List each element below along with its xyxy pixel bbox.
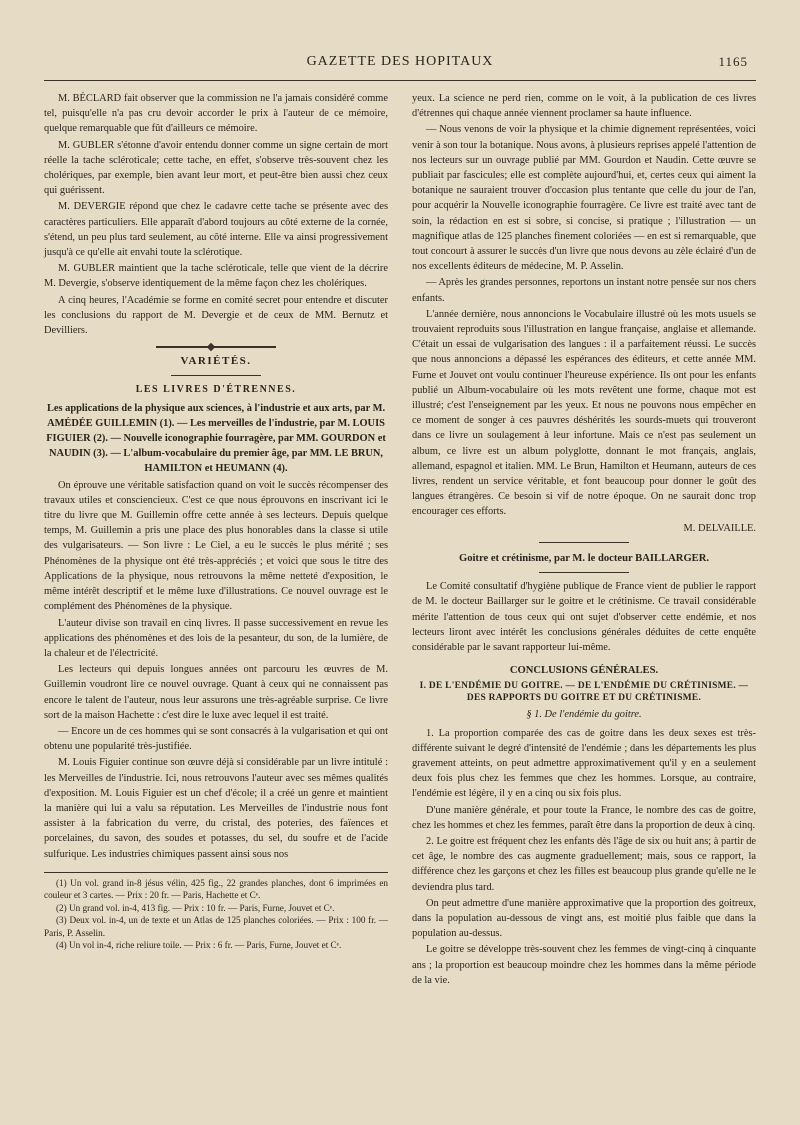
footnotes [44,877,388,952]
subsection-title: LES LIVRES D'ÉTRENNES. [135,384,297,396]
paragraph: On éprouve une véritable satisfaction quand on voit le succès récompenser des travaux utiles et consciencieux. C'est ce que nous éprouvons en inscrivant ici le titre du livre que M. Guillemin offre cette année à ses lecteurs. Depuis quelque temps, M. Guillemin a pris une place des plus honorables dans la classe si utile des vulgarisateurs. — Son livre : Le Ciel, a eu le succès le plus mérité ; ses Phénomènes de la physique ont été très-appréciés ; et voici que sous le titre des Applications de la physique, nous retrouvons la même netteté d'exposition, le même intérêt descriptif et le même luxe d'illustrations. Ce nouvel ouvrage est le complément des Phénomènes de la physique. [44,479,388,613]
footnote: (1) Un vol. grand in-8 jésus vélin, 425 fig., 22 grandes planches, dont 6 imprimées en couleur et 3 cartes. — Prix : 20 fr. — Paris, Hachette et Cᵉ. [44,877,388,901]
paragraph: Le goitre se développe très-souvent chez les femmes de vingt-cinq à cinquante ans ; la proportion est beaucoup moindre chez les hommes dans la même période de la vie. [412,944,756,986]
paragraph: M. GUBLER s'étonne d'avoir entendu donner comme un signe certain de mort réelle la tache scléroticale; cette tache, en effet, s'observe très-souvent chez les cholériques, par exemple, bien avant leur mort, et peut-être bien aussi chez ceux qui guérissent. [44,139,388,197]
left-column [44,91,388,989]
section-separator [156,346,276,348]
footnote: (4) Un vol in-4, riche reliure toile. — Prix : 6 fr. — Paris, Furne, Jouvet et Cᵉ. [56,940,342,951]
paragraph: L'auteur divise son travail en cinq livres. Il passe successivement en revue les applications des phénomènes et des lois de la pesanteur, du son, de la lumière, de la chaleur et de l'électricité. [44,617,388,659]
part-title: I. DE L'ENDÉMIE DU GOITRE. — DE L'ENDÉMIE DU CRÉTINISME. — DES RAPPORTS DU GOITRE ET DU CRÉTINISME. [419,681,749,704]
paragraph: A cinq heures, l'Académie se forme en comité secret pour entendre et discuter les conclusions du rapport de M. Devergie et de ceux de MM. Bernutz et Devilliers. [44,294,388,337]
journal-title: GAZETTE DES HOPITAUX [306,54,494,69]
paragraph: — Après les grandes personnes, reportons un instant notre pensée sur nos chers enfants. [412,277,756,304]
article-title: Goitre et crétinisme, par M. le docteur BAILLARGER. [458,552,710,564]
right-column [412,91,756,989]
paragraph: M. GUBLER maintient que la tache scléroticale, telle que vient de la décrire M. Devergie, s'observe identiquement de la même façon chez les cholériques. [44,263,388,290]
paragraph: M. DEVERGIE répond que chez le cadavre cette tache se présente avec des caractères particuliers. Elle apparaît d'abord toujours au côté externe de la cornée, s'étend, un peu plus tard seulement, au côté interne. Elle va ainsi progressivement jusqu'à ce qu'elle ait envahi toute la sclérotique. [44,201,388,259]
footnote: (3) Deux vol. in-4, un de texte et un Atlas de 125 planches coloriées. — Prix : 100 fr. — Paris, P. Asselin. [44,915,388,938]
paragraph: M. Louis Figuier continue son œuvre déjà si considérable par un livre intitulé : les Merveilles de l'industrie. Ici, nous retrouvons l'auteur avec ses mêmes qualités d'exposition. M. Louis Figuier est un chef d'école; il a créé un genre et maintient la manière qui lui a valu sa réputation. Les Merveilles de l'industrie nous font assister à la fabrication du verre, du cristal, des poteries, des faïences et porcelaines, du savon, des soudes et potasses, du sel, du soufre et de l'acide sulfurique. Les industries chimiques passent ainsi sous nos [44,757,388,860]
footnote-rule [44,872,388,873]
footnote: (2) Un grand vol. in-4, 413 fig. — Prix : 10 fr. — Paris, Furne, Jouvet et Cᵉ. [56,902,335,913]
paragraph: Les lecteurs qui depuis longues années ont parcouru les œuvres de M. Guillemin voudront lire ce nouvel ouvrage. Quant à ceux qui ne connaissent pas encore le talent de l'auteur, nous leur assurons une très-agréable surprise. Ce livre sort de la maison Hachette : c'est dire le luxe avec lequel il est traité. [44,664,388,721]
header-rule [44,80,756,81]
conclusions-title: CONCLUSIONS GÉNÉRALES. [509,665,659,677]
paragraph: L'année dernière, nous annoncions le Vocabulaire illustré où les mots usuels se trouvaient reproduits sous l'illustration en langue française, anglaise et allemande. C'était un essai de vulgarisation des langues : il a parfaitement réussi. Le succès que nous annoncions a dépassé les espérances des éditeurs, et cette année MM. Furne et Jouvet ont voulu continuer l'heureuse expérience. Ils ont pour les enfants publié un Album-vocabulaire où les mots revêtent une forme, chaque mot est illustré; c'est l'enseignement par les yeux. Et nous ne pouvons nous empêcher en ce moment de songer à ces pauvres déshérités les sourds-muets qui trouveront dans ce livre un soulagement à leur infortune. Mais ce n'est pas seulement un album, ce livre est un album polyglotte, donnant le mot français, anglais, allemand, espagnol et italien. MM. Le Brun, Hamilton et Heumann, auteurs de ces livres, rendent un service véritable, et font beaucoup pour donner le goût des langues étrangères. Ce besoin si vif de notre époque. On ne saurait donc trop encourager ces efforts. [412,308,756,518]
page-number: 1165 [718,54,748,69]
paragraph: M. BÉCLARD fait observer que la commission ne l'a jamais considéré comme tel, puisqu'elle n'a pas cru devoir accorder le prix à l'auteur de ce mémoire, quelque remarquable que fût d'ailleurs ce mémoire. [44,93,388,135]
text-columns [44,91,756,989]
paragraph: Le Comité consultatif d'hygiène publique de France vient de publier le rapport de M. le docteur Baillarger sur le goitre et le crétinisme. Ce travail considérable mérite l'attention de tous ceux qui ont sujet d'observer cette endémie, et nos lecteurs liront avec intérêt les conclusions générales déduites de cette enquête considérable par le savant rapporteur lui-même. [412,581,756,653]
subsection-title: § 1. De l'endémie du goitre. [526,709,642,721]
paragraph: 1. La proportion comparée des cas de goitre dans les deux sexes est très-différente suivant le degré d'intensité de l'endémie ; dans les départements les plus gravement atteints, on peut admettre approximativement qu'il y en a seulement deux fois plus chez les femmes que chez les hommes. Lorsque, au contraire, l'endémie est légère, il y en a cinq ou six fois plus. [412,727,756,800]
running-head [44,50,756,74]
section-rule [539,542,629,543]
paragraph: yeux. La science ne perd rien, comme on le voit, à la publication de ces livres d'étrennes qui chaque année viennent proclamer sa haute influence. [412,93,756,120]
paragraph: On peut admettre d'une manière approximative que la proportion des goitreux, dans la population au-dessous de vingt ans, est moitié plus faible que dans la population au-dessus. [412,897,756,940]
paragraph: — Nous venons de voir la physique et la chimie dignement représentées, voici venir à son tour la botanique. Nous avons, à plusieurs reprises appelé l'attention de nos lecteurs sur un ouvrage publié par MM. Gourdon et Naudin. Cette œuvre se publiait par fascicules; elle est complète aujourd'hui, et, certes ceux qui aiment la botanique ne sauraient trouver d'occasion plus tentante que celle du jour de l'an, pour acquérir la Nouvelle iconographie fourragère. Ce livre est traité avec tant de soin, la rédaction en est si sobre, si concise, si pratique ; l'illustration — un magnifique atlas de 125 planches finement coloriées — en est si remarquable, que tout concourt à assurer le succès d'un livre que nous devons au zèle éclairé d'un de nos excellents éditeurs de médecine, M. P. Asselin. [412,124,756,273]
paragraph: 2. Le goitre est fréquent chez les enfants dès l'âge de six ou huit ans; à partir de cet âge, le nombre des cas augmente graduellement; mais, sous ce rapport, la différence chez les garçons et chez les filles est beaucoup plus grande qu'elle ne le deviendra plus tard. [412,835,756,893]
section-rule [171,375,261,376]
paragraph: D'une manière générale, et pour toute la France, le nombre des cas de goitre, chez les hommes et chez les femmes, paraît être dans la proportion de deux à cinq. [412,804,756,831]
section-rule [539,572,629,573]
books-list: Les applications de la physique aux sciences, à l'industrie et aux arts, par M. AMÉDÉE GUILLEMIN (1). — Les merveilles de l'industrie, par M. LOUIS FIGUIER (2). — Nouvelle iconographie fourragère, par MM. GOURDON et NAUDIN (3). — L'album-vocabulaire du premier âge, par MM. LE BRUN, HAMILTON et HEUMANN (4). [46,402,386,475]
signature: M. DELVAILLE. [683,522,756,534]
paragraph: — Encore un de ces hommes qui se sont consacrés à la vulgarisation et qui ont obtenu une popularité très-justifiée. [44,725,388,753]
section-title: VARIÉTÉS. [180,355,252,368]
